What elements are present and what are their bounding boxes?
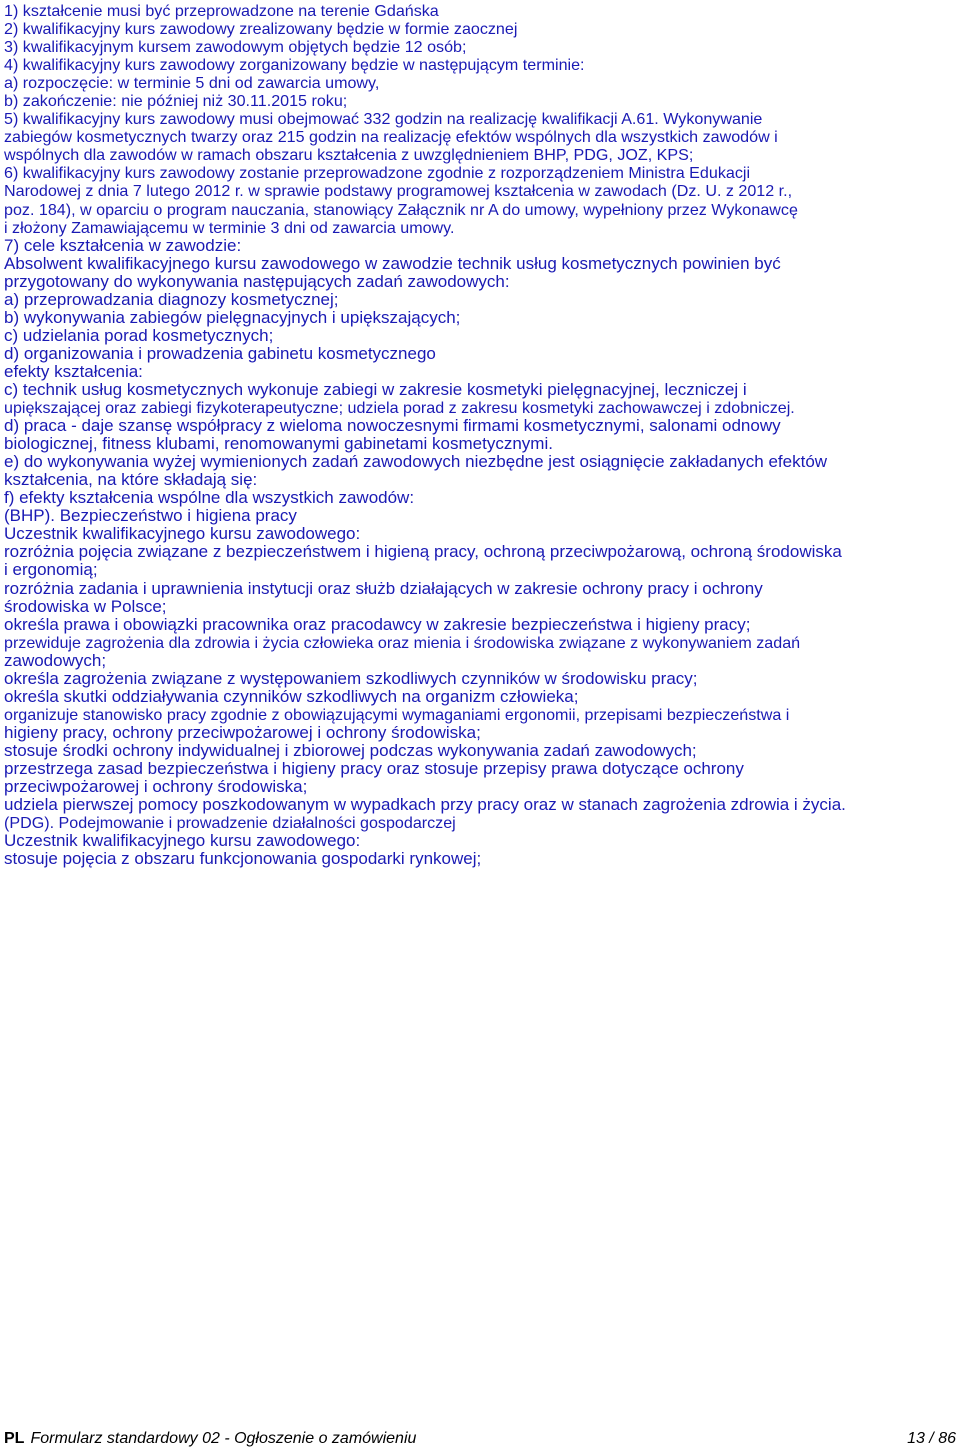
text-line: biologicznej, fitness klubami, renomowanymi gabinetami kosmetycznymi. (4, 434, 553, 454)
text-line: rozróżnia pojęcia związane z bezpieczeństwem i higieną pracy, ochroną przeciwpożarową, ochroną środowiska (4, 542, 842, 562)
text-line: organizuje stanowisko pracy zgodnie z obowiązującymi wymaganiami ergonomii, przepisami bezpieczeństwa i (4, 705, 790, 724)
text-line: f) efekty kształcenia wspólne dla wszystkich zawodów: (4, 488, 415, 508)
text-line: i złożony Zamawiającemu w terminie 3 dni od zawarcia umowy. (4, 218, 455, 237)
text-line: efekty kształcenia: (4, 361, 143, 381)
text-line: Uczestnik kwalifikacyjnego kursu zawodowego: (4, 524, 361, 544)
text-line: poz. 184), w oparciu o program nauczania, stanowiący Załącznik nr A do umowy, wypełniony przez Wykonawcę (4, 200, 798, 219)
text-line: 1) kształcenie musi być przeprowadzone na terenie Gdańska (4, 2, 439, 20)
text-line: przygotowany do wykonywania następujących zadań zawodowych: (4, 271, 510, 291)
text-line: d) organizowania i prowadzenia gabinetu kosmetycznego (4, 343, 436, 363)
text-line: i ergonomią; (4, 560, 98, 580)
text-line: c) udzielania porad kosmetycznych; (4, 325, 274, 345)
text-line: kształcenia, na które składają się: (4, 470, 258, 490)
text-line: a) przeprowadzania diagnozy kosmetycznej; (4, 289, 339, 309)
text-line: stosuje środki ochrony indywidualnej i zbiorowej podczas wykonywania zadań zawodowych; (4, 740, 697, 760)
text-line: zabiegów kosmetycznych twarzy oraz 215 godzin na realizację efektów wspólnych dla wszystkich zawodów i (4, 128, 778, 147)
footer-form-title: Formularz standardowy 02 - Ogłoszenie o zamówieniu (30, 1430, 417, 1447)
text-line: upiększającej oraz zabiegi fizykoterapeutyczne; udziela porad z zakresu kosmetyki zachowawczej i zdobniczej. (4, 399, 795, 418)
text-line: higieny pracy, ochrony przeciwpożarowej i ochrony środowiska; (4, 722, 481, 742)
text-line: określa skutki oddziaływania czynników szkodliwych na organizm człowieka; (4, 686, 579, 706)
text-line: 4) kwalifikacyjny kurs zawodowy zorganizowany będzie w następującym terminie: (4, 56, 585, 75)
text-line: Absolwent kwalifikacyjnego kursu zawodowego w zawodzie technik usług kosmetycznych powinien być (4, 253, 781, 273)
text-line: a) rozpoczęcie: w terminie 5 dni od zawarcia umowy, (4, 74, 380, 93)
document-body (4, 2, 958, 868)
text-line: b) zakończenie: nie później niż 30.11.2015 roku; (4, 92, 348, 111)
text-line: (PDG). Podejmowanie i prowadzenie działalności gospodarczej (4, 814, 456, 833)
text-line: d) praca - daje szansę współpracy z wieloma nowoczesnymi firmami kosmetycznymi, salonami odnowy (4, 416, 781, 436)
text-line: stosuje pojęcia z obszaru funkcjonowania gospodarki rynkowej; (4, 849, 482, 869)
text-line: przestrzega zasad bezpieczeństwa i higieny pracy oraz stosuje przepisy prawa dotyczące ochrony (4, 758, 744, 778)
footer-page-number: 13 / 86 (907, 1430, 956, 1447)
text-line: udziela pierwszej pomocy poszkodowanym w wypadkach przy pracy oraz w stanach zagrożenia zdrowia i życia. (4, 795, 846, 815)
text-line: (BHP). Bezpieczeństwo i higiena pracy (4, 506, 297, 526)
text-line: przewiduje zagrożenia dla zdrowia i życia człowieka oraz mienia i środowiska związane z wykonywaniem zadań (4, 633, 801, 652)
text-line: określa zagrożenia związane z występowaniem szkodliwych czynników w środowisku pracy; (4, 668, 698, 688)
text-line: 5) kwalifikacyjny kurs zawodowy musi obejmować 332 godzin na realizację kwalifikacji A.61. Wykonywanie (4, 110, 763, 129)
text-line: b) wykonywania zabiegów pielęgnacyjnych i upiększających; (4, 307, 461, 327)
text-line: rozróżnia zadania i uprawnienia instytucji oraz służb działających w zakresie ochrony pracy i ochrony (4, 578, 763, 598)
text-line: 6) kwalifikacyjny kurs zawodowy zostanie przeprowadzone zgodnie z rozporządzeniem Ministra Edukacji (4, 164, 751, 183)
footer-language-code: PL (4, 1430, 25, 1447)
text-line: zawodowych; (4, 650, 107, 670)
text-line: c) technik usług kosmetycznych wykonuje zabiegi w zakresie kosmetyki pielęgnacyjnej, leczniczej i (4, 379, 747, 399)
text-line: e) do wykonywania wyżej wymienionych zadań zawodowych niezbędne jest osiągnięcie zakładanych efektów (4, 452, 828, 472)
text-line: przeciwpożarowej i ochrony środowiska; (4, 777, 308, 797)
text-line: określa prawa i obowiązki pracownika oraz pracodawcy w zakresie bezpieczeństwa i higieny pracy; (4, 614, 751, 634)
text-line: środowiska w Polsce; (4, 596, 167, 616)
text-line: 2) kwalifikacyjny kurs zawodowy zrealizowany będzie w formie zaocznej (4, 20, 518, 39)
text-line: wspólnych dla zawodów w ramach obszaru kształcenia z uwzględnieniem BHP, PDG, JOZ, KPS; (4, 146, 694, 165)
text-line: Uczestnik kwalifikacyjnego kursu zawodowego: (4, 831, 361, 851)
page-footer (4, 1430, 956, 1448)
text-line: 7) cele kształcenia w zawodzie: (4, 235, 242, 255)
text-line: 3) kwalifikacyjnym kursem zawodowym objętych będzie 12 osób; (4, 38, 467, 57)
text-line: Narodowej z dnia 7 lutego 2012 r. w sprawie podstawy programowej kształcenia w zawodach (Dz. U. z 2012 r., (4, 182, 793, 201)
